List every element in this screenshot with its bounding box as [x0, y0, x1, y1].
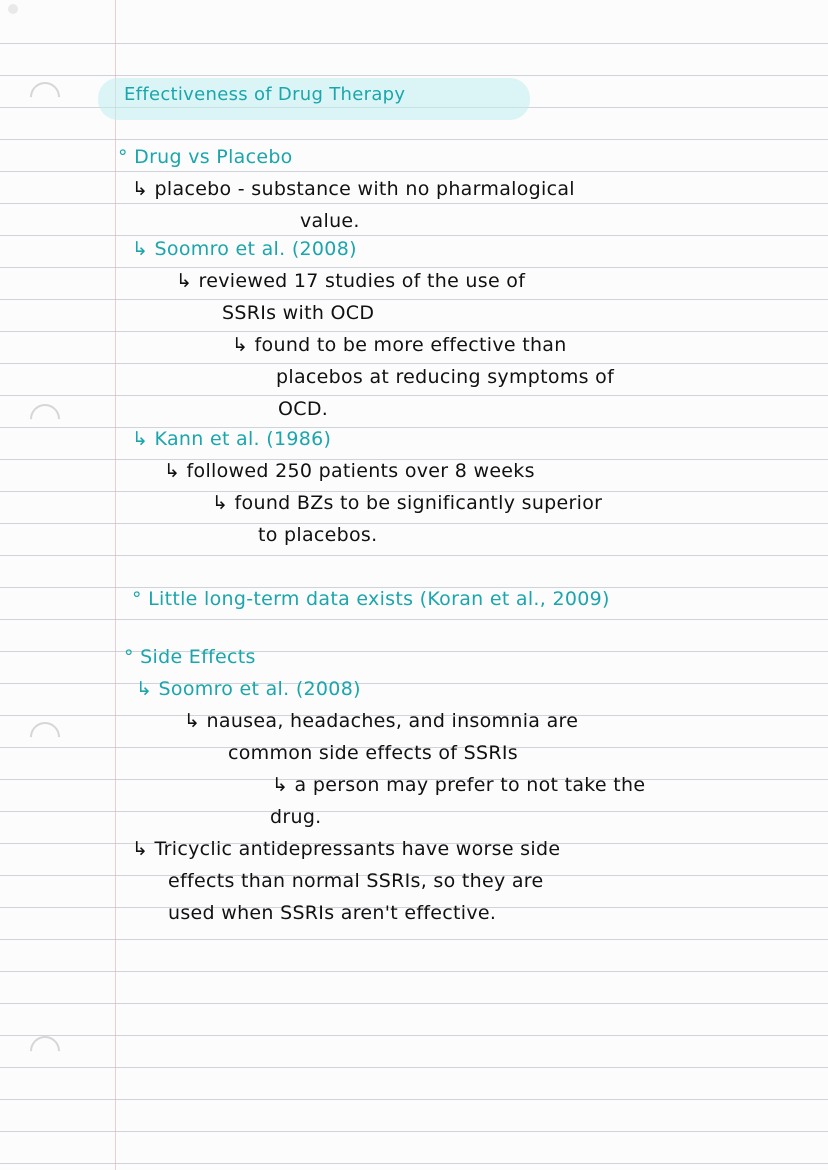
note-line: ↳ reviewed 17 studies of the use of — [176, 270, 526, 292]
note-line: ↳ Tricyclic antidepressants have worse side — [132, 838, 561, 860]
note-line: ↳ nausea, headaches, and insomnia are — [184, 710, 579, 732]
note-line: ↳ followed 250 patients over 8 weeks — [164, 460, 535, 482]
binder-ring-icon — [24, 76, 66, 118]
note-line: effects than normal SSRIs, so they are — [168, 870, 544, 892]
punch-hole-dot — [8, 4, 18, 14]
note-line: to placebos. — [258, 524, 378, 546]
section-heading: ° Little long-term data exists (Koran et al., 2009) — [132, 588, 610, 610]
note-line: placebos at reducing symptoms of — [276, 366, 615, 388]
note-line: ↳ placebo - substance with no pharmalogical — [132, 178, 575, 200]
note-line: ↳ found to be more effective than — [232, 334, 567, 356]
binder-ring-icon — [24, 716, 66, 758]
citation: ↳ Soomro et al. (2008) — [136, 678, 361, 700]
note-line: used when SSRIs aren't effective. — [168, 902, 497, 924]
margin-line — [115, 0, 116, 1170]
section-heading: ° Drug vs Placebo — [118, 146, 293, 168]
section-heading: ° Side Effects — [124, 646, 256, 668]
binder-ring-icon — [24, 398, 66, 440]
note-line: ↳ found BZs to be significantly superior — [212, 492, 603, 514]
note-line: value. — [300, 210, 360, 232]
binder-ring-icon — [24, 1030, 66, 1072]
citation: ↳ Kann et al. (1986) — [132, 428, 332, 450]
citation: ↳ Soomro et al. (2008) — [132, 238, 357, 260]
note-line: drug. — [270, 806, 322, 828]
note-line: ↳ a person may prefer to not take the — [272, 774, 646, 796]
page-title: Effectiveness of Drug Therapy — [124, 84, 406, 105]
note-line: SSRIs with OCD — [222, 302, 375, 324]
note-line: common side effects of SSRIs — [228, 742, 518, 764]
note-line: OCD. — [278, 398, 329, 420]
